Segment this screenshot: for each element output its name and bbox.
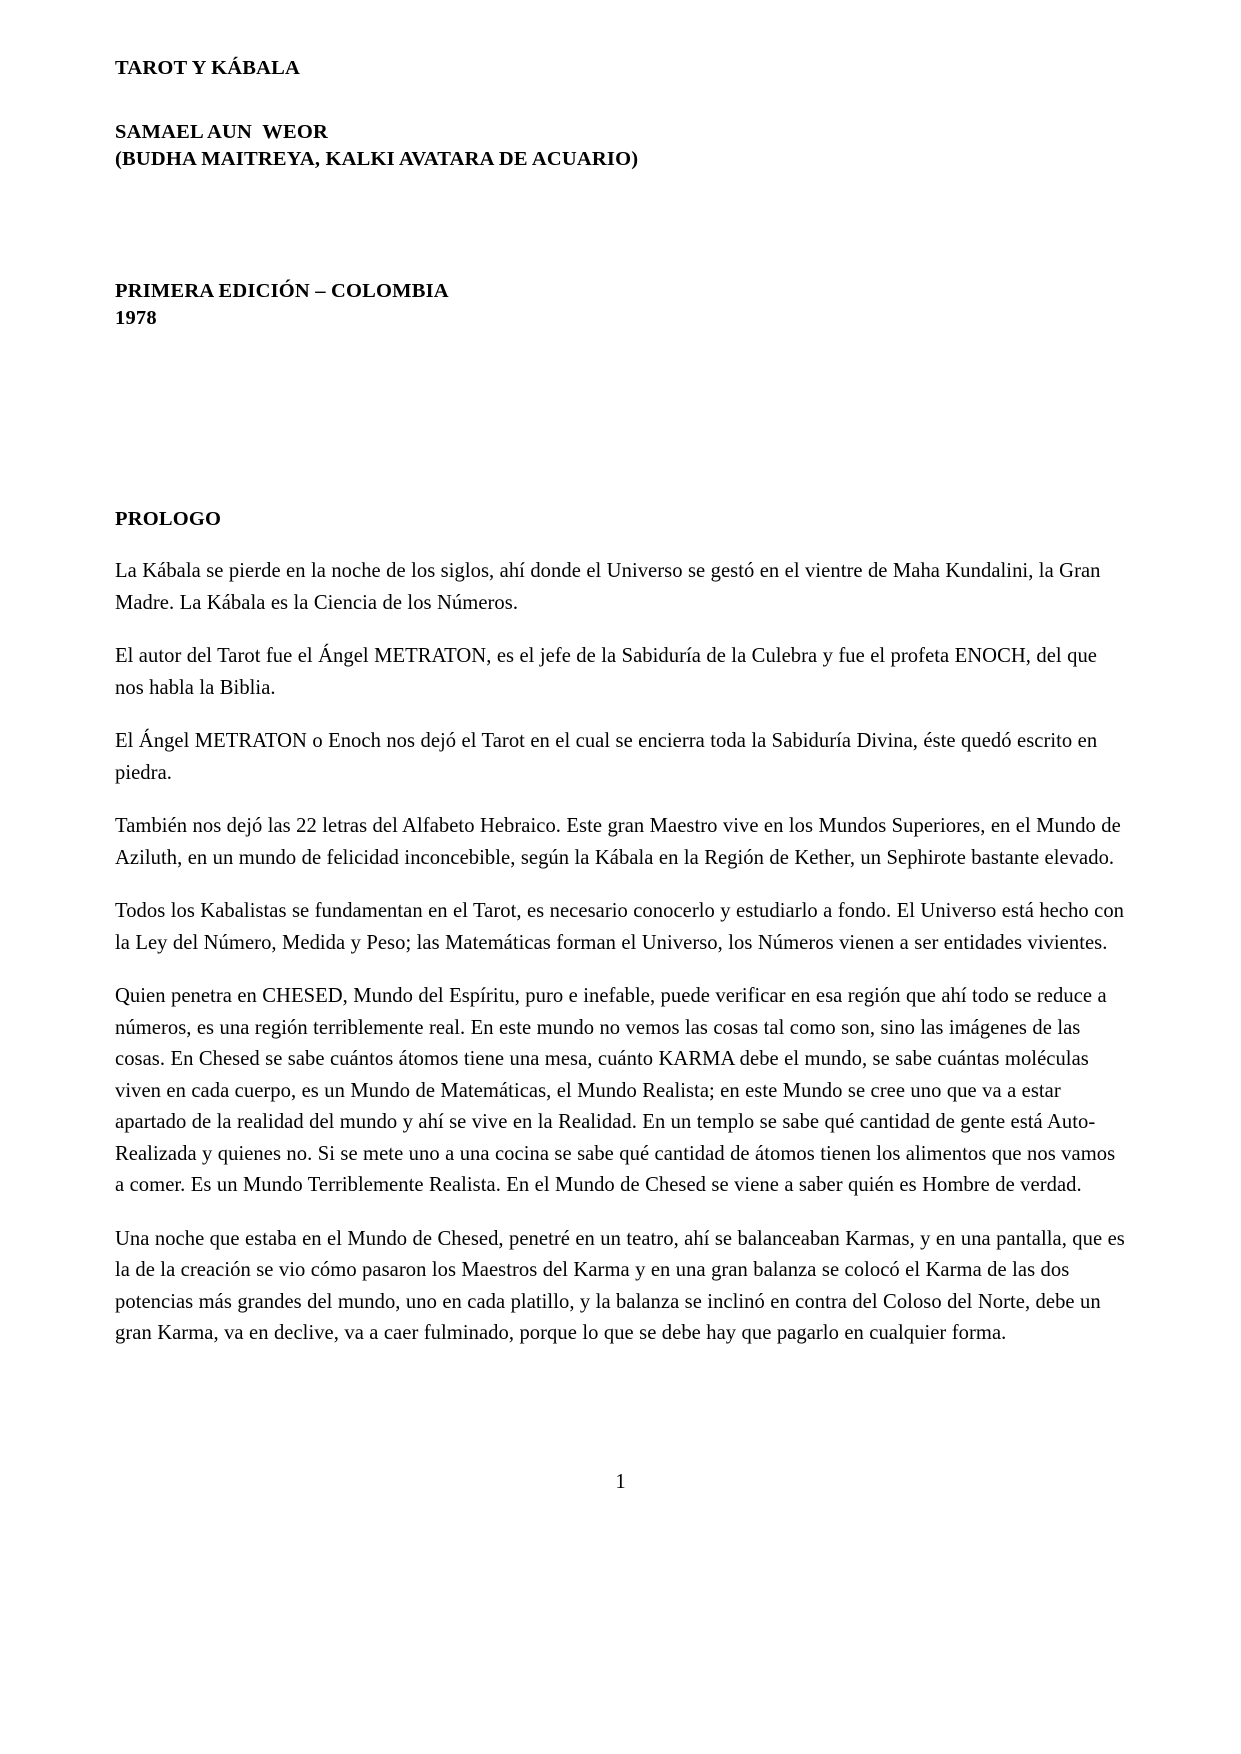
edition-label: PRIMERA EDICIÓN – COLOMBIA: [115, 280, 449, 303]
edition-block: [115, 278, 1127, 331]
body-paragraph: La Kábala se pierde en la noche de los siglos, ahí donde el Universo se gestó en el vientre de Maha Kundalini, la Gran Madre. La Kábala es la Ciencia de los Números.: [115, 560, 1101, 614]
body-paragraph: El autor del Tarot fue el Ángel METRATON, es el jefe de la Sabiduría de la Culebra y fue el profeta ENOCH, del que nos habla la Biblia.: [115, 645, 1097, 699]
author-block: [115, 119, 1127, 172]
section-heading-prologo: PROLOGO: [115, 507, 222, 530]
title-spacer: [115, 81, 1127, 119]
author-spacer: [115, 172, 1127, 278]
page-title: TAROT Y KÁBALA: [115, 57, 301, 79]
edition-spacer: [115, 332, 1127, 507]
edition-year: 1978: [115, 306, 157, 329]
author-name: SAMAEL AUN WEOR: [115, 121, 328, 143]
body-paragraph: El Ángel METRATON o Enoch nos dejó el Tarot en el cual se encierra toda la Sabiduría Divina, éste quedó escrito en piedra.: [115, 730, 1098, 784]
body-paragraph: También nos dejó las 22 letras del Alfabeto Hebraico. Este gran Maestro vive en los Mundos Superiores, en el Mundo de Aziluth, en un mundo de felicidad inconcebible, según la Kábala en la Región de Kether, un Sephirote bastante elevado.: [115, 815, 1121, 869]
body-paragraph: Todos los Kabalistas se fundamentan en el Tarot, es necesario conocerlo y estudiarlo a fondo. El Universo está hecho con la Ley del Número, Medida y Peso; las Matemáticas forman el Universo, los Números vienen a ser entidades vivientes.: [115, 900, 1125, 954]
body-paragraph: Una noche que estaba en el Mundo de Chesed, penetré en un teatro, ahí se balanceaban Karmas, y en una pantalla, que es la de la creación se vio cómo pasaron los Maestros del Karma y en una gran balanza se colocó el Karma de las dos potencias más grandes del mundo, uno en cada platillo, y la balanza se inclinó en contra del Coloso del Norte, debe un gran Karma, va en declive, va a caer fulminado, porque lo que se debe hay que pagarlo en cualquier forma.: [115, 1227, 1125, 1345]
page-number: 1: [615, 1471, 626, 1493]
page-content: [115, 56, 1127, 1350]
body-paragraph: Quien penetra en CHESED, Mundo del Espíritu, puro e inefable, puede verificar en esa región que ahí todo se reduce a números, es una región terriblemente real. En este mundo no vemos las cosas tal como son, sino las imágenes de las cosas. En Chesed se sabe cuántos átomos tiene una mesa, cuánto KARMA debe el mundo, se sabe cuántas moléculas viven en cada cuerpo, es un Mundo de Matemáticas, el Mundo Realista; en este Mundo se cree uno que va a estar apartado de la realidad del mundo y ahí se vive en la Realidad. En un templo se sabe qué cantidad de gente está Auto-Realizada y quienes no. Si se mete uno a una cocina se sabe qué cantidad de átomos tienen los alimentos que nos vamos a comer. Es un Mundo Terriblemente Realista. En el Mundo de Chesed se viene a saber quién es Hombre de verdad.: [115, 985, 1116, 1197]
author-epithet: (BUDHA MAITREYA, KALKI AVATARA DE ACUARIO): [115, 147, 639, 170]
